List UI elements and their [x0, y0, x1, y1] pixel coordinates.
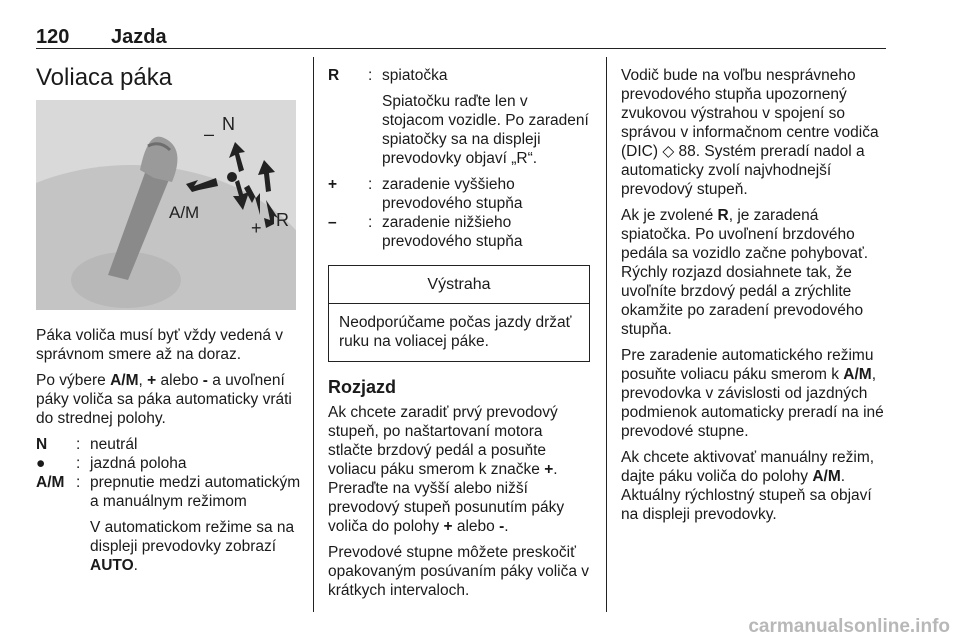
section-title: Jazda — [111, 26, 167, 48]
paragraph: Ak chcete aktivovať manuálny režim, dajte páku voliča do polohy A/M. Aktuálny rýchlostný stupeň sa objaví na displeji prevodovky. — [621, 449, 875, 523]
definition-item: R : spiatočka Spiatočku raďte len v stojacom vozidle. Po zaradení spiatočky sa na displeji prevodovky objaví „R“. — [328, 67, 589, 167]
gear-lever-figure — [36, 100, 296, 310]
paragraph: Ak chcete zaradiť prvý prevodový stupeň, po naštartovaní motora stlačte brzdový pedál a posuňte voliacu páku smerom k značke +. Preraďte na vyšší alebo nižší prevodový stupeň posunutím páky voliča do polohy + alebo -. — [328, 404, 565, 535]
paragraph: Prevodové stupne môžete preskočiť opakovaným posúvaním páky voliča v krátkych intervaloch. — [328, 544, 590, 599]
paragraph: Ak je zvolené R, je zaradená spiatočka. Po uvoľnení brzdového pedála sa vozidlo začne pohybovať. Rýchly rozjazd dosiahnete tak, že uvoľníte brzdový pedál a zrýchlite okamžite po zaradení prevodového stupňa. — [621, 207, 869, 338]
warning-box — [328, 265, 590, 362]
definition-item: – : zaradenie nižšieho prevodového stupňa — [328, 214, 523, 250]
figure-label-plus: + — [251, 218, 262, 238]
paragraph: Páka voliča musí byť vždy vedená v správnom smere až na doraz. — [36, 327, 284, 363]
definition-item: N : neutrál — [36, 436, 138, 453]
figure-label-r: R — [276, 210, 289, 230]
definition-item: + : zaradenie vyššieho prevodového stupňa — [328, 176, 523, 212]
figure-label-minus: – — [204, 124, 215, 144]
warning-title: Výstraha — [329, 266, 589, 304]
definition-list — [36, 435, 302, 582]
page-header — [36, 26, 886, 49]
definition-list — [328, 66, 590, 251]
gear-lever-illustration — [36, 100, 296, 310]
column-divider — [313, 57, 314, 612]
column-divider — [606, 57, 607, 612]
paragraph: Vodič bude na voľbu nesprávneho prevodového stupňa upozornený zvukovou výstrahou v spojení so správou v informačnom centre vodiča (DIC) ◇ 88. Systém preradí nadol a automaticky zvolí najvhodnejší prevodový stupeň. — [621, 67, 879, 198]
column-3 — [621, 66, 889, 531]
column-1 — [36, 326, 302, 587]
warning-text: Neodporúčame počas jazdy držať ruku na voliacej páke. — [339, 314, 572, 350]
figure-label-n: N — [222, 114, 235, 134]
figure-label-am: A/M — [169, 203, 200, 222]
paragraph: Po výbere A/M, + alebo - a uvoľnení páky voliča sa páka automaticky vráti do strednej polohy. — [36, 372, 292, 427]
page-number: 120 — [36, 26, 70, 48]
subheading: Rozjazd — [328, 377, 397, 397]
reference-icon: ◇ — [662, 143, 675, 160]
paragraph: Pre zaradenie automatického režimu posuňte voliacu páku smerom k A/M, prevodovka v závislosti od jazdných podmienok automaticky preradí na iné prevodové stupne. — [621, 347, 884, 440]
definition-item: ● : jazdná poloha — [36, 455, 187, 472]
definition-item: A/M : prepnutie medzi automatickým a manuálnym režimom V automatickom režime sa na displeji prevodovky zobrazí AUTO. — [36, 474, 301, 574]
watermark: carmanualsonline.info — [748, 616, 950, 637]
page-title: Voliaca páka — [36, 64, 173, 91]
column-2 — [328, 66, 590, 607]
